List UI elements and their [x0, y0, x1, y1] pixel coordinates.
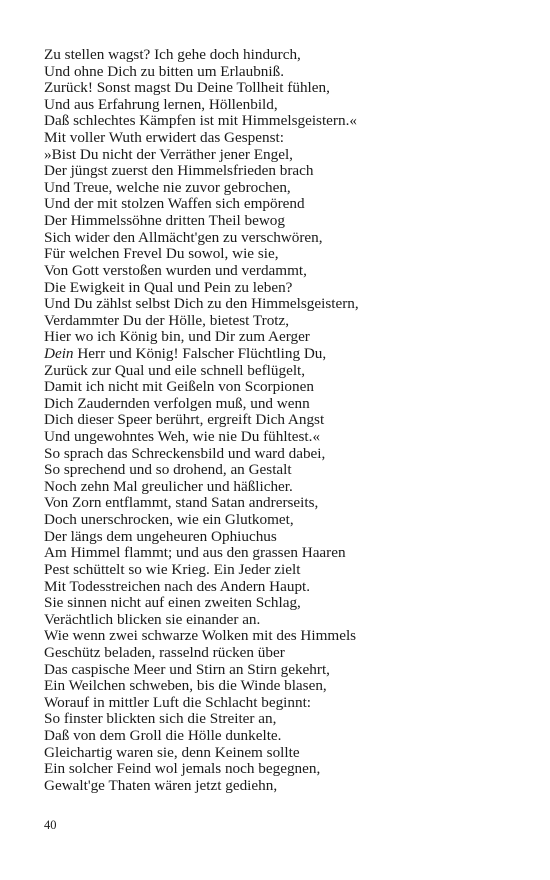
verse-line: Und der mit stolzen Waffen sich empörend — [44, 195, 305, 213]
verse-line: Pest schüttelt so wie Krieg. Ein Jeder zielt — [44, 560, 301, 578]
verse-line: Und Du zählst selbst Dich zu den Himmelsgeistern, — [44, 295, 359, 313]
verse-line: Mit Todesstreichen nach des Andern Haupt. — [44, 577, 311, 595]
verse-line: Hier wo ich König bin, und Dir zum Aerger — [44, 328, 310, 346]
verse-line-rest: Herr und König! Falscher Flüchtling Du, — [73, 344, 327, 362]
verse-line: Der längs dem ungeheuren Ophiuchus — [44, 527, 277, 545]
verse-line: Noch zehn Mal greulicher und häßlicher. — [44, 477, 293, 495]
verse-line: Am Himmel flammt; und aus den grassen Haaren — [44, 544, 346, 562]
verse-line: Und ungewohntes Weh, wie nie Du fühltest.« — [44, 428, 321, 446]
verse-line: So sprechend und so drohend, an Gestalt — [44, 461, 292, 479]
verse-line: Ein solcher Feind wol jemals noch begegnen, — [44, 760, 321, 778]
verse-line: Dich Zaudernden verfolgen muß, und wenn — [44, 394, 310, 412]
verse-line: Sie sinnen nicht auf einen zweiten Schlag, — [44, 594, 301, 612]
page-number: 40 — [44, 818, 57, 832]
verse-line: Von Zorn entflammt, stand Satan andrerseits, — [44, 494, 319, 512]
verse-line: Verächtlich blicken sie einander an. — [44, 610, 261, 628]
italic-word: Dein — [44, 344, 74, 362]
verse-line: »Bist Du nicht der Verräther jener Engel, — [44, 145, 293, 163]
verse-line: Zurück! Sonst magst Du Deine Tollheit fühlen, — [44, 79, 330, 97]
verse-line: Sich wider den Allmächt'gen zu verschwören, — [44, 228, 323, 246]
verse-line: Zurück zur Qual und eile schnell beflügelt, — [44, 361, 306, 379]
verse-line: Das caspische Meer und Stirn an Stirn gekehrt, — [44, 660, 330, 678]
verse-line — [44, 346, 534, 363]
verse-line: Daß schlechtes Kämpfen ist mit Himmelsgeistern.« — [44, 112, 357, 130]
verse-line: Die Ewigkeit in Qual und Pein zu leben? — [44, 278, 293, 296]
verse-line: Ein Weilchen schweben, bis die Winde blasen, — [44, 677, 327, 695]
verse-line: Gleichartig waren sie, denn Keinem sollte — [44, 743, 300, 761]
verse-line: Doch unerschrocken, wie ein Glutkomet, — [44, 511, 294, 529]
verse-text — [44, 47, 534, 794]
verse-line: Daß von dem Groll die Hölle dunkelte. — [44, 726, 282, 744]
verse-line: Damit ich nicht mit Geißeln von Scorpionen — [44, 378, 314, 396]
verse-line: Verdammter Du der Hölle, bietest Trotz, — [44, 311, 290, 329]
verse-line: Von Gott verstoßen wurden und verdammt, — [44, 261, 307, 279]
verse-line: Zu stellen wagst? Ich gehe doch hindurch, — [44, 46, 301, 63]
verse-line: Worauf in mittler Luft die Schlacht beginnt: — [44, 693, 312, 711]
verse-line: Mit voller Wuth erwidert das Gespenst: — [44, 129, 284, 147]
verse-line: Für welchen Frevel Du sowol, wie sie, — [44, 245, 279, 263]
verse-line: Und ohne Dich zu bitten um Erlaubniß. — [44, 62, 284, 80]
verse-line: Und Treue, welche nie zuvor gebrochen, — [44, 178, 291, 196]
verse-line: So sprach das Schreckensbild und ward dabei, — [44, 444, 326, 462]
verse-line: Und aus Erfahrung lernen, Höllenbild, — [44, 95, 278, 113]
verse-line: So finster blickten sich die Streiter an, — [44, 710, 277, 728]
verse-line: Gewalt'ge Thaten wären jetzt gediehn, — [44, 776, 278, 794]
verse-line: Der Himmelssöhne dritten Theil bewog — [44, 212, 285, 230]
verse-line: Dich dieser Speer berührt, ergreift Dich Angst — [44, 411, 325, 429]
verse-line: Der jüngst zuerst den Himmelsfrieden brach — [44, 162, 314, 180]
verse-line: Wie wenn zwei schwarze Wolken mit des Himmels — [44, 627, 357, 645]
verse-line: Geschütz beladen, rasselnd rücken über — [44, 643, 285, 661]
